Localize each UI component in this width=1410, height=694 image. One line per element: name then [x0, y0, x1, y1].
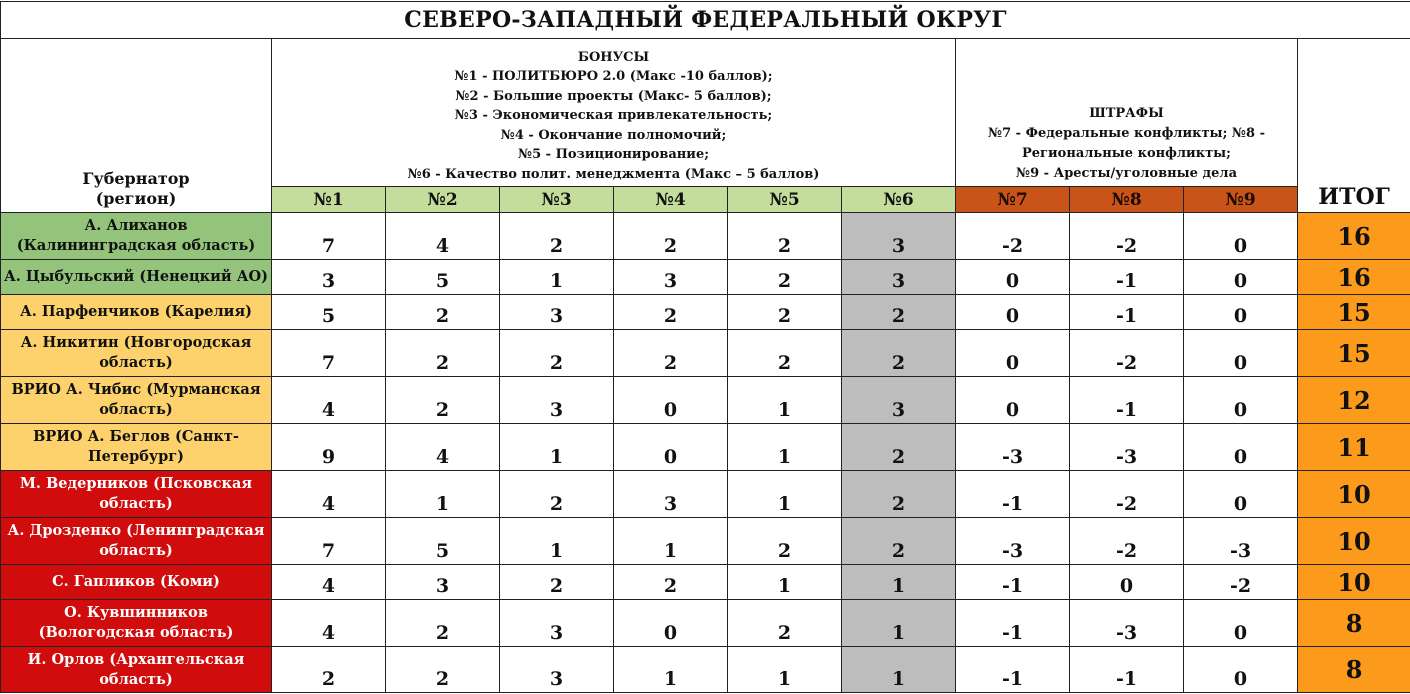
total-cell: 15: [1298, 295, 1410, 330]
penalty-header-line: Региональные конфликты;: [1022, 146, 1231, 161]
penalty-header-line: ШТРАФЫ: [1089, 106, 1164, 121]
rating-table: [0, 1, 1410, 693]
governor-cell: ВРИО А. Чибис (Мурманская область): [1, 377, 272, 424]
bonus-score-cell: 7: [272, 518, 386, 565]
bonus-score-cell: 2: [500, 330, 614, 377]
bonus-score-cell: 2: [728, 600, 842, 647]
bonus-score-cell: 3: [272, 260, 386, 295]
penalty-score-cell: 0: [1184, 647, 1298, 693]
bonus-score-cell: 1: [842, 565, 956, 600]
column-header: №2: [386, 187, 500, 213]
total-cell: 8: [1298, 600, 1410, 647]
bonus-score-cell: 9: [272, 424, 386, 471]
table-row: [1, 213, 1410, 260]
bonus-score-cell: 2: [614, 565, 728, 600]
bonus-score-cell: 4: [272, 565, 386, 600]
governor-header: [1, 39, 272, 213]
bonus-score-cell: 2: [272, 647, 386, 693]
governor-cell: А. Парфенчиков (Карелия): [1, 295, 272, 330]
bonus-score-cell: 0: [614, 377, 728, 424]
bonus-score-cell: 5: [272, 295, 386, 330]
bonus-header-line: №2 - Большие проекты (Макс- 5 баллов);: [455, 88, 772, 104]
penalty-score-cell: -3: [956, 518, 1070, 565]
table-row: [1, 377, 1410, 424]
governor-cell: С. Гапликов (Коми): [1, 565, 272, 600]
governor-cell: А. Алиханов (Калининградская область): [1, 213, 272, 260]
bonus-score-cell: 3: [500, 295, 614, 330]
penalty-score-cell: 0: [956, 377, 1070, 424]
bonus-header-line: №5 - Позиционирование;: [517, 147, 710, 162]
governor-header-line: (регион): [95, 189, 177, 208]
column-header: №8: [1070, 187, 1184, 213]
bonus-score-cell: 0: [614, 424, 728, 471]
bonus-score-cell: 4: [272, 377, 386, 424]
bonus-score-cell: 2: [386, 295, 500, 330]
penalty-score-cell: 0: [1184, 600, 1298, 647]
bonus-score-cell: 1: [728, 471, 842, 518]
bonus-score-cell: 3: [842, 213, 956, 260]
governor-cell: ВРИО А. Беглов (Санкт-Петербург): [1, 424, 272, 471]
total-header: ИТОГ: [1298, 39, 1410, 213]
penalty-score-cell: -1: [1070, 647, 1184, 693]
bonus-score-cell: 2: [728, 213, 842, 260]
page-title: СЕВЕРО-ЗАПАДНЫЙ ФЕДЕРАЛЬНЫЙ ОКРУГ: [1, 2, 1410, 39]
bonus-score-cell: 1: [728, 565, 842, 600]
penalty-header: [956, 39, 1298, 187]
penalty-score-cell: -3: [1070, 424, 1184, 471]
bonus-score-cell: 2: [728, 260, 842, 295]
bonus-score-cell: 7: [272, 330, 386, 377]
penalty-score-cell: -1: [1070, 377, 1184, 424]
penalty-score-cell: 0: [1184, 330, 1298, 377]
penalty-score-cell: -2: [1184, 565, 1298, 600]
bonus-header-line: №3 - Экономическая привлекательность;: [454, 108, 773, 123]
penalty-score-cell: 0: [956, 260, 1070, 295]
total-cell: 8: [1298, 647, 1410, 693]
bonus-score-cell: 2: [842, 330, 956, 377]
table-row: [1, 424, 1410, 471]
bonus-score-cell: 2: [500, 471, 614, 518]
penalty-score-cell: -1: [1070, 295, 1184, 330]
penalty-score-cell: -1: [1070, 260, 1184, 295]
bonus-score-cell: 2: [500, 213, 614, 260]
bonus-score-cell: 1: [728, 647, 842, 693]
penalty-header-line: №9 - Аресты/уголовные дела: [1015, 166, 1238, 181]
bonus-score-cell: 2: [728, 518, 842, 565]
bonus-score-cell: 1: [842, 647, 956, 693]
bonus-score-cell: 2: [842, 295, 956, 330]
column-header: №9: [1184, 187, 1298, 213]
bonus-score-cell: 0: [614, 600, 728, 647]
penalty-score-cell: 0: [1070, 565, 1184, 600]
governor-cell: А. Цыбульский (Ненецкий АО): [1, 260, 272, 295]
penalty-score-cell: -1: [956, 600, 1070, 647]
penalty-score-cell: -2: [1070, 518, 1184, 565]
bonus-score-cell: 1: [842, 600, 956, 647]
column-header: №4: [614, 187, 728, 213]
bonus-score-cell: 2: [614, 213, 728, 260]
penalty-score-cell: 0: [1184, 260, 1298, 295]
bonus-score-cell: 2: [842, 424, 956, 471]
bonus-score-cell: 5: [386, 518, 500, 565]
bonus-score-cell: 2: [386, 377, 500, 424]
table-row: [1, 647, 1410, 693]
penalty-score-cell: -1: [956, 471, 1070, 518]
bonus-header: [272, 39, 956, 187]
bonus-score-cell: 2: [842, 518, 956, 565]
bonus-score-cell: 5: [386, 260, 500, 295]
total-cell: 10: [1298, 518, 1410, 565]
bonus-header-line: №6 - Качество полит. менеджмента (Макс – 5 баллов): [407, 166, 820, 182]
table-row: [1, 600, 1410, 647]
governor-cell: И. Орлов (Архангельская область): [1, 647, 272, 693]
bonus-score-cell: 2: [728, 330, 842, 377]
bonus-score-cell: 2: [386, 647, 500, 693]
bonus-score-cell: 3: [500, 600, 614, 647]
governor-cell: О. Кувшинников (Вологодская область): [1, 600, 272, 647]
column-header: №6: [842, 187, 956, 213]
penalty-score-cell: -3: [1184, 518, 1298, 565]
penalty-score-cell: -3: [1070, 600, 1184, 647]
bonus-score-cell: 4: [386, 213, 500, 260]
total-cell: 12: [1298, 377, 1410, 424]
bonus-score-cell: 3: [500, 377, 614, 424]
total-cell: 10: [1298, 565, 1410, 600]
bonus-header-line: БОНУСЫ: [577, 49, 650, 65]
total-cell: 16: [1298, 260, 1410, 295]
governor-cell: А. Никитин (Новгородская область): [1, 330, 272, 377]
governor-cell: М. Ведерников (Псковская область): [1, 471, 272, 518]
bonus-score-cell: 2: [386, 330, 500, 377]
bonus-score-cell: 1: [614, 647, 728, 693]
bonus-score-cell: 2: [614, 295, 728, 330]
column-header: №1: [272, 187, 386, 213]
penalty-score-cell: 0: [1184, 377, 1298, 424]
bonus-score-cell: 3: [500, 647, 614, 693]
table-row: [1, 260, 1410, 295]
bonus-score-cell: 3: [842, 377, 956, 424]
penalty-header-line: №7 - Федеральные конфликты; №8 -: [987, 126, 1265, 141]
bonus-score-cell: 3: [386, 565, 500, 600]
total-cell: 11: [1298, 424, 1410, 471]
bonus-score-cell: 7: [272, 213, 386, 260]
column-header: №5: [728, 187, 842, 213]
column-header: №7: [956, 187, 1070, 213]
penalty-score-cell: -2: [1070, 213, 1184, 260]
bonus-score-cell: 3: [614, 471, 728, 518]
penalty-score-cell: 0: [1184, 213, 1298, 260]
penalty-score-cell: -2: [1070, 471, 1184, 518]
table-row: [1, 471, 1410, 518]
table-row: [1, 565, 1410, 600]
total-cell: 16: [1298, 213, 1410, 260]
column-header: №3: [500, 187, 614, 213]
bonus-score-cell: 1: [614, 518, 728, 565]
bonus-score-cell: 1: [500, 424, 614, 471]
governor-header-line: Губернатор: [82, 169, 190, 188]
governor-cell: А. Дрозденко (Ленинградская область): [1, 518, 272, 565]
bonus-score-cell: 2: [386, 600, 500, 647]
bonus-score-cell: 4: [272, 471, 386, 518]
bonus-score-cell: 3: [842, 260, 956, 295]
penalty-score-cell: 0: [1184, 424, 1298, 471]
total-cell: 10: [1298, 471, 1410, 518]
bonus-score-cell: 3: [614, 260, 728, 295]
bonus-score-cell: 2: [728, 295, 842, 330]
bonus-header-line: №4 - Окончание полномочий;: [500, 127, 727, 143]
penalty-score-cell: 0: [956, 295, 1070, 330]
table-row: [1, 295, 1410, 330]
bonus-score-cell: 2: [842, 471, 956, 518]
bonus-score-cell: 2: [500, 565, 614, 600]
bonus-score-cell: 1: [500, 260, 614, 295]
penalty-score-cell: -3: [956, 424, 1070, 471]
penalty-score-cell: -2: [956, 213, 1070, 260]
penalty-score-cell: 0: [956, 330, 1070, 377]
table-body: [1, 213, 1410, 693]
penalty-score-cell: -2: [1070, 330, 1184, 377]
penalty-score-cell: 0: [1184, 471, 1298, 518]
bonus-score-cell: 1: [728, 424, 842, 471]
penalty-score-cell: -1: [956, 565, 1070, 600]
bonus-header-line: №1 - ПОЛИТБЮРО 2.0 (Макс -10 баллов);: [454, 69, 773, 84]
bonus-score-cell: 4: [272, 600, 386, 647]
table-header: [1, 2, 1410, 213]
table-row: [1, 518, 1410, 565]
bonus-score-cell: 1: [500, 518, 614, 565]
penalty-score-cell: -1: [956, 647, 1070, 693]
total-cell: 15: [1298, 330, 1410, 377]
bonus-score-cell: 4: [386, 424, 500, 471]
bonus-score-cell: 2: [614, 330, 728, 377]
penalty-score-cell: 0: [1184, 295, 1298, 330]
bonus-score-cell: 1: [386, 471, 500, 518]
bonus-score-cell: 1: [728, 377, 842, 424]
table-row: [1, 330, 1410, 377]
